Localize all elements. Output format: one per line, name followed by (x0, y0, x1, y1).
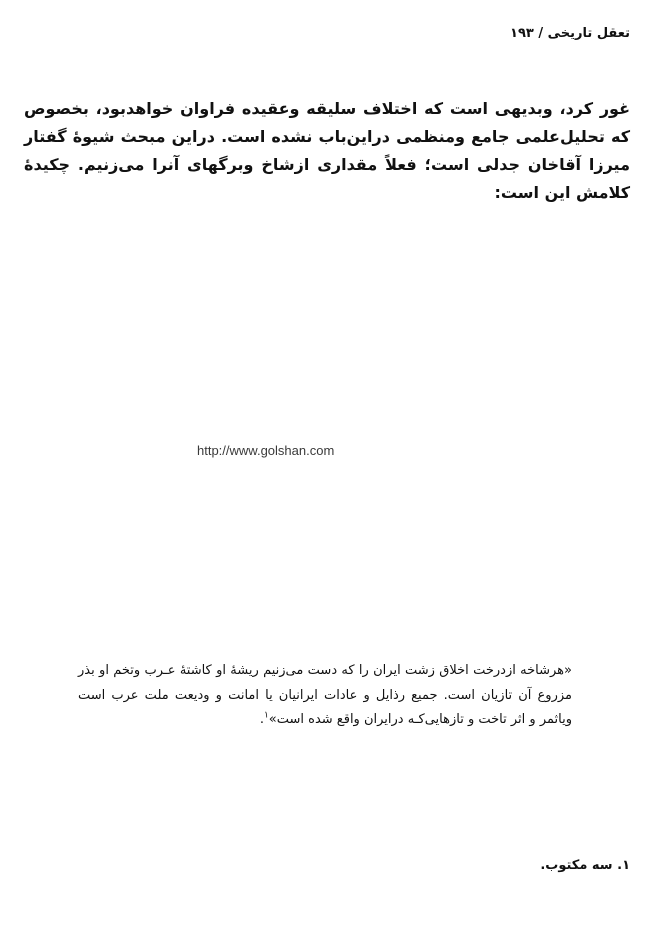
running-header: تعقل تاریخی / ۱۹۳ (510, 26, 630, 41)
watermark-url: http://www.golshan.com (197, 443, 335, 458)
footnote-reference: ۱ (263, 710, 269, 721)
quote-text: «هرشاخه ازدرخت اخلاق زشت ایران را که دست می‌زنیم ریشهٔ او کاشتهٔ عـرب وتخم او بذر مزروع آن تازیان است. جمیع رذایل و عادات ایرانیان یا امانت و ودیعت ملت عرب است ویاثمر و اثر تاخت و تازهایی‌کـه درایران واقع شده است» (78, 663, 572, 727)
footnote: ۱. سه مکتوب. (540, 858, 630, 873)
block-quote: «هرشاخه ازدرخت اخلاق زشت ایران را که دست می‌زنیم ریشهٔ او کاشتهٔ عـرب وتخم او بذر مزروع آن تازیان است. جمیع رذایل و عادات ایرانیان یا امانت و ودیعت ملت عرب است ویاثمر و اثر تاخت و تازهایی‌کـه درایران واقع شده است»$^۱$. (78, 663, 572, 727)
main-paragraph: غور کرد، وبدیهی است که اختلاف سلیقه وعقیده فراوان خواهدبود، بخصوص که تحلیل‌علمی جامع ومنظمی دراین‌باب نشده است. دراین مبحث شیوهٔ گفتار میرزا آقاخان جدلی است؛ فعلاً مقداری ازشاخ وبرگهای آنرا می‌زنیم. چکیدهٔ کلامش این است: (24, 99, 630, 202)
